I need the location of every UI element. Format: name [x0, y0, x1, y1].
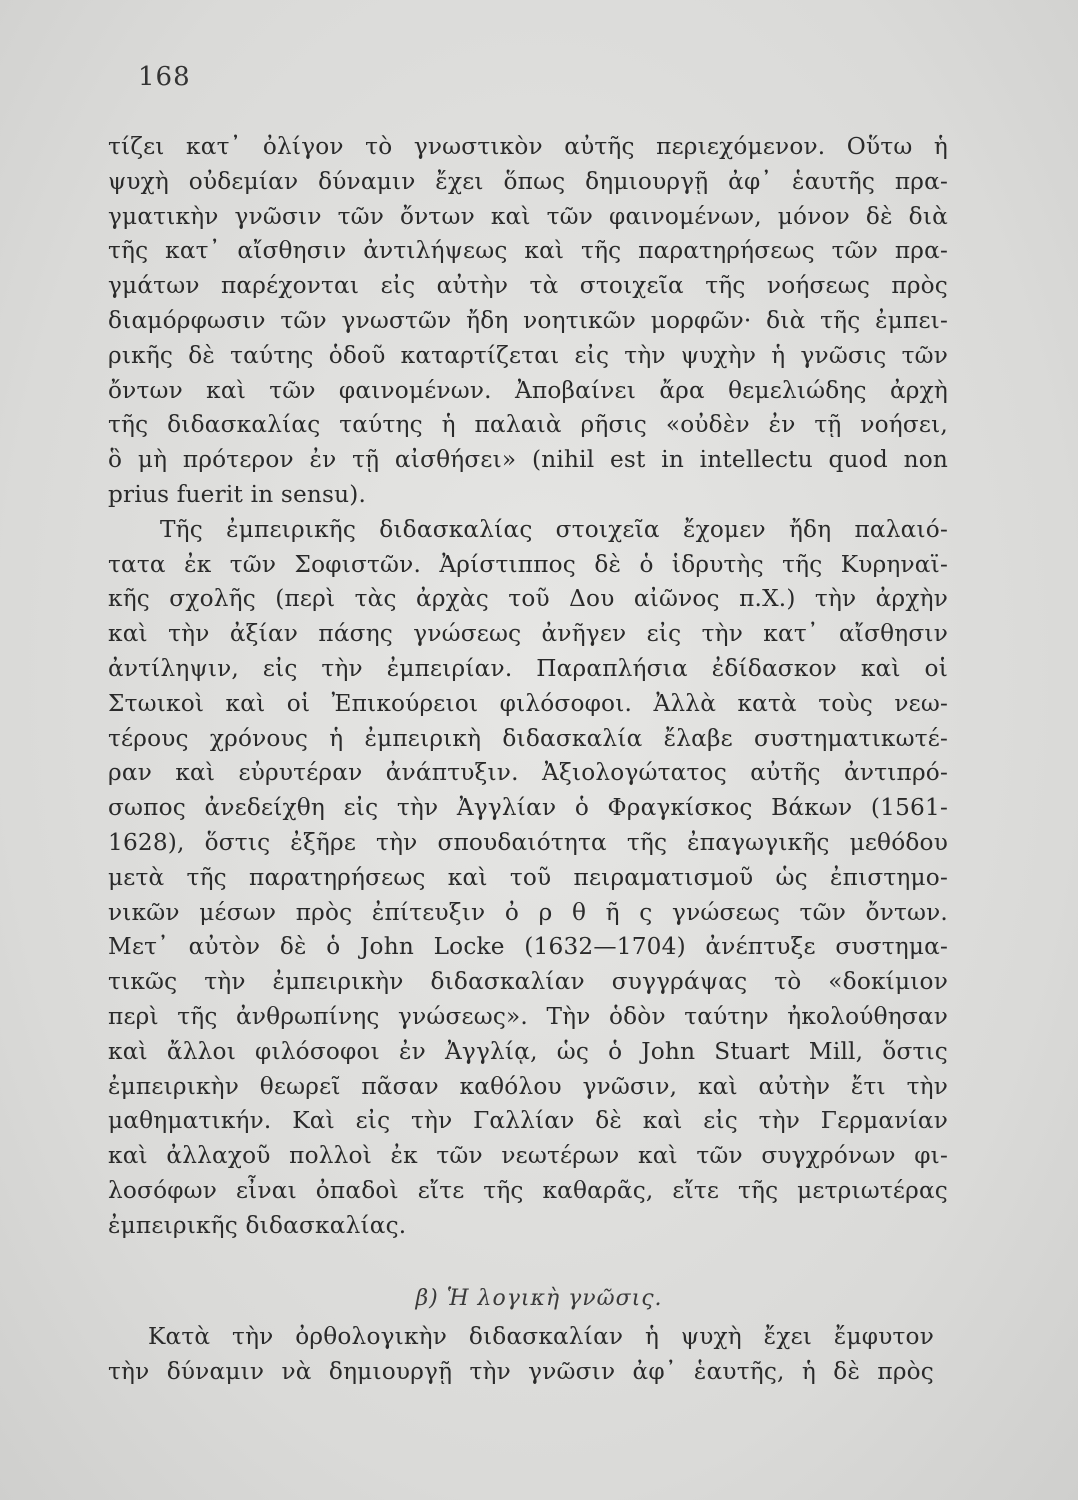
- text-line: ἐμπειρικῆς διδασκαλίας.: [108, 1211, 407, 1239]
- text-line: σωπος ἀνεδείχθη εἰς τὴν Ἀγγλίαν ὁ Φραγκίσκος Βάκων (1561-: [108, 794, 948, 822]
- text-line: τῆς κατ᾽ αἴσθησιν ἀντιλήψεως καὶ τῆς παρατηρήσεως τῶν πρα-: [108, 237, 948, 265]
- text-line: τικῶς τὴν ἐμπειρικὴν διδασκαλίαν συγγράψας τὸ «δοκίμιον: [108, 968, 948, 996]
- text-line: ρικῆς δὲ ταύτης ὁδοῦ καταρτίζεται εἰς τὴν ψυχὴν ἡ γνῶσις τῶν: [108, 341, 948, 369]
- text-line: μετὰ τῆς παρατηρήσεως καὶ τοῦ πειραματισμοῦ ὡς ἐπιστημο-: [108, 863, 948, 891]
- text-line: 1628), ὅστις ἐξῆρε τὴν σπουδαιότητα τῆς ἐπαγωγικῆς μεθόδου: [108, 828, 948, 856]
- text-line: νικῶν μέσων πρὸς ἐπίτευξιν ὀ ρ θ ῆ ς γνώσεως τῶν ὄντων.: [108, 898, 948, 926]
- text-line: μαθηματικήν. Καὶ εἰς τὴν Γαλλίαν δὲ καὶ εἰς τὴν Γερμανίαν: [108, 1107, 948, 1135]
- text-line: prius fuerit in sensu).: [108, 480, 367, 508]
- page-number: 168: [138, 62, 191, 92]
- text-line: ὃ μὴ πρότερον ἐν τῇ αἰσθήσει» (nihil est in intellectu quod non: [108, 446, 948, 474]
- text-line: γμάτων παρέχονται εἰς αὐτὴν τὰ στοιχεῖα τῆς νοήσεως πρὸς: [108, 272, 948, 300]
- text-line: λοσόφων εἶναι ὀπαδοὶ εἴτε τῆς καθαρᾶς, εἴτε τῆς μετριωτέρας: [108, 1176, 948, 1204]
- text-line: τέρους χρόνους ἡ ἐμπειρικὴ διδασκαλία ἔλαβε συστηματικωτέ-: [108, 724, 948, 752]
- text-line: ἐμπειρικὴν θεωρεῖ πᾶσαν καθόλου γνῶσιν, καὶ αὐτὴν ἔτι τὴν: [108, 1072, 948, 1100]
- text-line: ραν καὶ εὐρυτέραν ἀνάπτυξιν. Ἀξιολογώτατος αὐτῆς ἀντιπρό-: [108, 759, 948, 787]
- text-line: Στωικοὶ καὶ οἱ Ἐπικούρειοι φιλόσοφοι. Ἀλλὰ κατὰ τοὺς νεω-: [108, 689, 948, 717]
- text-line: ψυχὴ οὐδεμίαν δύναμιν ἔχει ὅπως δημιουργῇ ἀφ᾽ ἑαυτῆς πρα-: [108, 167, 948, 195]
- text-line: τῆς διδασκαλίας ταύτης ἡ παλαιὰ ρῆσις «οὐδὲν ἐν τῇ νοήσει,: [108, 411, 948, 439]
- text-line: περὶ τῆς ἀνθρωπίνης γνώσεως». Τὴν ὁδὸν ταύτην ἠκολούθησαν: [108, 1002, 948, 1030]
- text-line: Κατὰ τὴν ὀρθολογικὴν διδασκαλίαν ἡ ψυχὴ ἔχει ἔμφυτον: [148, 1323, 934, 1350]
- body-text: [108, 130, 948, 1244]
- text-line: κῆς σχολῆς (περὶ τὰς ἀρχὰς τοῦ Δου αἰῶνος π.Χ.) τὴν ἀρχὴν: [108, 585, 948, 613]
- section-heading: β) Ἡ λογικὴ γνῶσις.: [415, 1286, 663, 1311]
- text-line: Μετ᾽ αὐτὸν δὲ ὁ John Locke (1632—1704) ἀνέπτυξε συστημα-: [108, 933, 948, 961]
- text-line: καὶ ἄλλοι φιλόσοφοι ἐν Ἀγγλίᾳ, ὡς ὁ John Stuart Mill, ὅστις: [108, 1037, 948, 1065]
- text-line: γματικὴν γνῶσιν τῶν ὄντων καὶ τῶν φαινομένων, μόνον δὲ διὰ: [108, 202, 948, 230]
- text-line: ὄντων καὶ τῶν φαινομένων. Ἀποβαίνει ἄρα θεμελιώδης ἀρχὴ: [108, 376, 948, 404]
- text-line: τατα ἐκ τῶν Σοφιστῶν. Ἀρίστιππος δὲ ὁ ἱδρυτὴς τῆς Κυρηναϊ-: [108, 550, 948, 578]
- text-line: Τῆς ἐμπειρικῆς διδασκαλίας στοιχεῖα ἔχομεν ἤδη παλαιό-: [160, 515, 948, 543]
- text-line: διαμόρφωσιν τῶν γνωστῶν ἤδη νοητικῶν μορφῶν· διὰ τῆς ἐμπει-: [108, 306, 948, 334]
- text-line: ἀντίληψιν, εἰς τὴν ἐμπειρίαν. Παραπλήσια ἐδίδασκον καὶ οἱ: [108, 654, 948, 682]
- text-line: καὶ ἀλλαχοῦ πολλοὶ ἐκ τῶν νεωτέρων καὶ τῶν συγχρόνων φι-: [108, 1142, 948, 1170]
- body-text-continued: [108, 1320, 934, 1390]
- text-line: τίζει κατ᾽ ὀλίγον τὸ γνωστικὸν αὐτῆς περιεχόμενον. Οὕτω ἡ: [108, 133, 948, 160]
- text-line: καὶ τὴν ἀξίαν πάσης γνώσεως ἀνῆγεν εἰς τὴν κατ᾽ αἴσθησιν: [108, 620, 948, 648]
- text-line: τὴν δύναμιν νὰ δημιουργῇ τὴν γνῶσιν ἀφ᾽ ἑαυτῆς, ἡ δὲ πρὸς: [108, 1357, 934, 1385]
